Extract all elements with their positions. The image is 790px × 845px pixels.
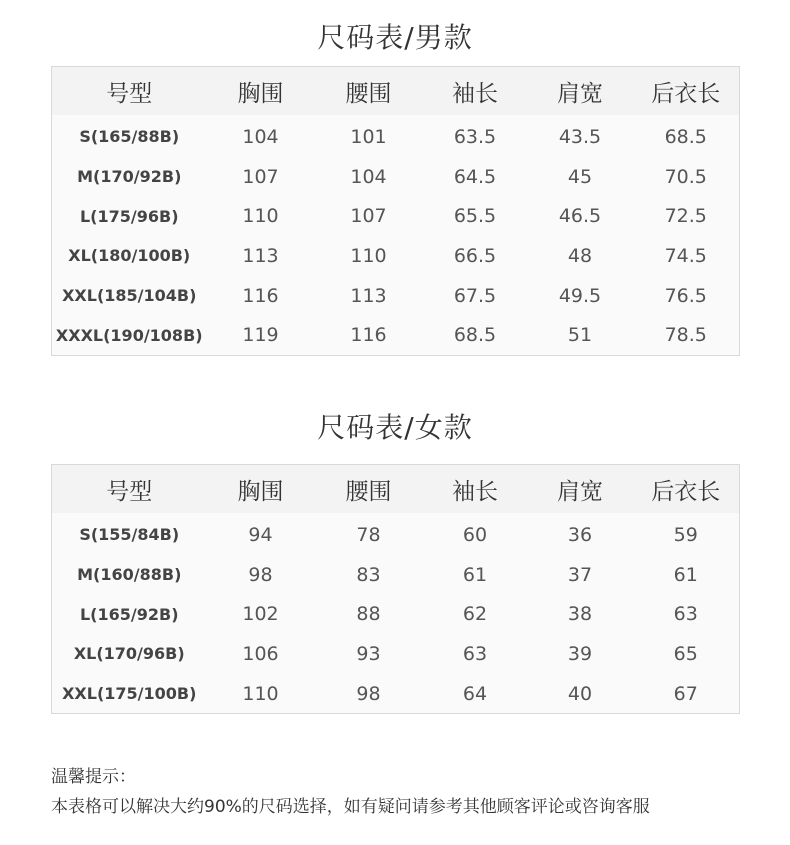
table-row (52, 513, 740, 555)
header-waist: 腰围 (315, 465, 423, 514)
cell-shoulder: 51 (567, 324, 593, 347)
header-shoulder: 肩宽 (528, 67, 633, 116)
tips-text: 本表格可以解决大约90%的尺码选择，如有疑问请参考其他顾客评论或咨询客服 (51, 797, 650, 817)
cell-waist: 110 (350, 244, 387, 267)
header-waist: 腰围 (315, 67, 423, 116)
header-size: 号型 (52, 67, 207, 116)
table-header-row (52, 67, 740, 116)
cell-sleeve: 67.5 (453, 284, 497, 307)
header-back-length: 后衣长 (633, 67, 740, 116)
cell-sleeve: 68.5 (453, 324, 497, 347)
cell-waist: 98 (356, 682, 381, 705)
men-table-body (52, 115, 740, 356)
cell-shoulder: 45 (567, 165, 593, 188)
cell-size: XXL(185/104B) (62, 286, 197, 306)
cell-waist: 107 (350, 205, 387, 228)
cell-chest: 102 (242, 603, 279, 626)
cell-waist: 78 (356, 523, 381, 546)
cell-chest: 113 (242, 244, 279, 267)
header-chest: 胸围 (207, 465, 315, 514)
table-row (52, 594, 740, 634)
table-row (52, 674, 740, 714)
table-row (52, 236, 740, 276)
cell-size: XXXL(190/108B) (55, 325, 203, 345)
table-row (52, 157, 740, 197)
cell-chest: 116 (242, 284, 279, 307)
cell-sleeve: 64.5 (453, 165, 497, 188)
cell-chest: 94 (248, 523, 273, 546)
cell-size: M(160/88B) (77, 565, 182, 585)
cell-back-length: 68.5 (664, 125, 707, 148)
tips-section (51, 762, 650, 822)
header-chest: 胸围 (207, 67, 315, 116)
cell-sleeve: 64 (462, 682, 488, 705)
cell-size: M(170/92B) (77, 167, 182, 187)
cell-shoulder: 46.5 (558, 205, 602, 228)
cell-waist: 88 (356, 603, 381, 626)
cell-sleeve: 66.5 (453, 244, 497, 267)
cell-shoulder: 49.5 (558, 284, 602, 307)
cell-chest: 106 (242, 642, 279, 665)
cell-chest: 110 (242, 682, 279, 705)
cell-back-length: 63 (673, 603, 698, 626)
tips-heading: 温馨提示： (51, 767, 136, 787)
cell-back-length: 76.5 (664, 284, 707, 307)
cell-chest: 104 (242, 125, 279, 148)
table-row (52, 634, 740, 674)
cell-chest: 119 (242, 324, 279, 347)
cell-shoulder: 48 (567, 244, 593, 267)
cell-chest: 110 (242, 205, 279, 228)
cell-back-length: 61 (673, 563, 698, 586)
table-row (52, 315, 740, 355)
cell-shoulder: 40 (567, 682, 593, 705)
cell-shoulder: 37 (567, 563, 593, 586)
cell-chest: 98 (248, 563, 273, 586)
cell-waist: 104 (350, 165, 387, 188)
cell-sleeve: 62 (462, 603, 488, 626)
cell-sleeve: 63.5 (453, 125, 497, 148)
table-row (52, 115, 740, 157)
table-row (52, 555, 740, 595)
table-row (52, 196, 740, 236)
cell-shoulder: 39 (567, 642, 593, 665)
men-size-table (51, 66, 740, 356)
cell-size: L(165/92B) (79, 604, 179, 624)
cell-back-length: 72.5 (664, 205, 707, 228)
women-size-chart-title: 尺码表/女款 (317, 411, 473, 444)
cell-shoulder: 43.5 (558, 125, 602, 148)
cell-back-length: 74.5 (664, 244, 707, 267)
header-size: 号型 (52, 465, 207, 514)
table-row (52, 276, 740, 316)
cell-back-length: 78.5 (664, 324, 707, 347)
cell-sleeve: 65.5 (453, 205, 497, 228)
cell-chest: 107 (242, 165, 279, 188)
header-back-length: 后衣长 (633, 465, 740, 514)
cell-shoulder: 36 (567, 523, 593, 546)
header-sleeve: 袖长 (423, 465, 528, 514)
cell-sleeve: 60 (462, 523, 488, 546)
men-size-chart-title: 尺码表/男款 (317, 21, 473, 54)
cell-waist: 113 (350, 284, 387, 307)
cell-sleeve: 61 (462, 563, 488, 586)
cell-waist: 101 (350, 125, 387, 148)
cell-size: S(165/88B) (79, 127, 180, 147)
cell-back-length: 59 (673, 523, 698, 546)
cell-waist: 83 (356, 563, 381, 586)
cell-back-length: 70.5 (664, 165, 707, 188)
women-size-table (51, 464, 740, 714)
cell-size: XXL(175/100B) (62, 684, 197, 704)
cell-size: L(175/96B) (79, 206, 179, 226)
cell-sleeve: 63 (462, 642, 488, 665)
cell-back-length: 65 (673, 642, 698, 665)
cell-size: XL(170/96B) (73, 644, 185, 664)
cell-waist: 116 (350, 324, 387, 347)
cell-size: S(155/84B) (79, 525, 180, 545)
cell-size: XL(180/100B) (68, 246, 191, 266)
cell-waist: 93 (356, 642, 381, 665)
cell-back-length: 67 (673, 682, 698, 705)
table-header-row (52, 465, 740, 514)
women-table-body (52, 513, 740, 714)
cell-shoulder: 38 (567, 603, 593, 626)
header-sleeve: 袖长 (423, 67, 528, 116)
header-shoulder: 肩宽 (528, 465, 633, 514)
